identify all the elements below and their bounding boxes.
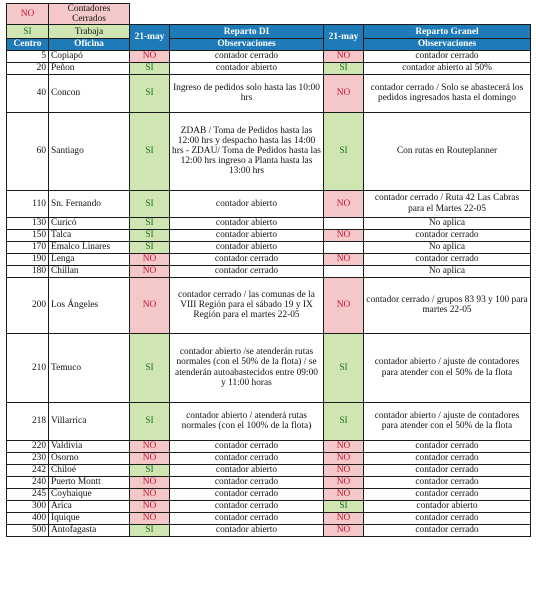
row-status-granel: NO bbox=[324, 229, 364, 241]
row-obs-di: contador cerrado bbox=[170, 476, 324, 488]
row-oficina: Arica bbox=[49, 500, 130, 512]
row-obs-granel: contador abierto / ajuste de contadores para atender con el 50% de la flota bbox=[364, 402, 531, 440]
row-status-granel: NO bbox=[324, 488, 364, 500]
row-centro: 218 bbox=[7, 402, 49, 440]
row-centro: 20 bbox=[7, 62, 49, 74]
row-oficina: Chillan bbox=[49, 265, 130, 277]
row-status-di: SI bbox=[130, 524, 170, 536]
row-status-di: SI bbox=[130, 333, 170, 402]
row-obs-granel: contador abierto al 50% bbox=[364, 62, 531, 74]
row-centro: 230 bbox=[7, 452, 49, 464]
row-status-granel: NO bbox=[324, 464, 364, 476]
row-centro: 130 bbox=[7, 217, 49, 229]
row-oficina: Osorno bbox=[49, 452, 130, 464]
row-status-granel: SI bbox=[324, 112, 364, 190]
header-centro: Centro bbox=[7, 39, 49, 50]
row-oficina: Villarrica bbox=[49, 402, 130, 440]
row-oficina: Sn. Fernando bbox=[49, 190, 130, 217]
table-row bbox=[7, 488, 531, 500]
row-status-di: NO bbox=[130, 277, 170, 333]
row-obs-di: contador abierto bbox=[170, 241, 324, 253]
row-oficina: Copiapó bbox=[49, 50, 130, 62]
row-centro: 40 bbox=[7, 74, 49, 112]
row-oficina: Curicó bbox=[49, 217, 130, 229]
table-row bbox=[7, 464, 531, 476]
legend-si-label: SI bbox=[7, 25, 49, 39]
table-row bbox=[7, 440, 531, 452]
row-status-granel: NO bbox=[324, 253, 364, 265]
row-centro: 180 bbox=[7, 265, 49, 277]
header-obs-di: Observaciones bbox=[170, 39, 324, 50]
row-obs-granel: contador cerrado bbox=[364, 50, 531, 62]
row-obs-di: contador cerrado bbox=[170, 512, 324, 524]
row-status-di: SI bbox=[130, 74, 170, 112]
row-status-di: NO bbox=[130, 488, 170, 500]
row-obs-granel: No aplica bbox=[364, 241, 531, 253]
row-obs-di: contador cerrado bbox=[170, 253, 324, 265]
table-row bbox=[7, 277, 531, 333]
row-status-granel: NO bbox=[324, 452, 364, 464]
row-obs-granel: contador cerrado bbox=[364, 440, 531, 452]
row-oficina: Talca bbox=[49, 229, 130, 241]
row-obs-di: contador cerrado bbox=[170, 265, 324, 277]
row-obs-granel: contador cerrado bbox=[364, 464, 531, 476]
row-obs-di: contador cerrado bbox=[170, 452, 324, 464]
row-status-granel: NO bbox=[324, 277, 364, 333]
row-oficina: Emalco Linares bbox=[49, 241, 130, 253]
row-centro: 245 bbox=[7, 488, 49, 500]
row-obs-granel: No aplica bbox=[364, 265, 531, 277]
table-row bbox=[7, 190, 531, 217]
row-centro: 220 bbox=[7, 440, 49, 452]
row-centro: 190 bbox=[7, 253, 49, 265]
header-reparto-granel: Reparto Granel bbox=[364, 25, 531, 39]
row-status-di: NO bbox=[130, 452, 170, 464]
table-row bbox=[7, 476, 531, 488]
row-centro: 200 bbox=[7, 277, 49, 333]
row-status-di: SI bbox=[130, 217, 170, 229]
row-status-granel: NO bbox=[324, 440, 364, 452]
row-centro: 240 bbox=[7, 476, 49, 488]
row-obs-di: contador abierto bbox=[170, 62, 324, 74]
row-oficina: Temuco bbox=[49, 333, 130, 402]
row-obs-granel: contador cerrado bbox=[364, 452, 531, 464]
legend-row-no bbox=[7, 4, 531, 25]
row-obs-granel: contador abierto / ajuste de contadores para atender con el 50% de la flota bbox=[364, 333, 531, 402]
row-status-granel bbox=[324, 265, 364, 277]
row-obs-granel: contador cerrado / grupos 83 93 y 100 para martes 22-05 bbox=[364, 277, 531, 333]
row-status-di: SI bbox=[130, 112, 170, 190]
table-row bbox=[7, 402, 531, 440]
row-status-granel: NO bbox=[324, 512, 364, 524]
row-obs-di: contador abierto bbox=[170, 217, 324, 229]
status-table bbox=[6, 3, 531, 537]
header-row-1 bbox=[7, 25, 531, 39]
table-row bbox=[7, 74, 531, 112]
table-row bbox=[7, 452, 531, 464]
row-obs-di: contador abierto /se atenderán rutas normales (con el 50% de la flota) / se atenderán autoabastecidos entre 09:00 y 11:00 horas bbox=[170, 333, 324, 402]
table-row bbox=[7, 333, 531, 402]
row-obs-granel: contador cerrado bbox=[364, 488, 531, 500]
row-oficina: Los Ángeles bbox=[49, 277, 130, 333]
table-body bbox=[7, 50, 531, 536]
legend-no-label: NO bbox=[7, 4, 49, 25]
row-centro: 60 bbox=[7, 112, 49, 190]
table-row bbox=[7, 253, 531, 265]
row-centro: 400 bbox=[7, 512, 49, 524]
row-oficina: Chiloé bbox=[49, 464, 130, 476]
table-row bbox=[7, 50, 531, 62]
row-oficina: Lenga bbox=[49, 253, 130, 265]
row-obs-granel: contador cerrado / Ruta 42 Las Cabras para el Martes 22-05 bbox=[364, 190, 531, 217]
row-obs-granel: contador cerrado bbox=[364, 524, 531, 536]
row-status-granel: SI bbox=[324, 500, 364, 512]
row-obs-di: contador abierto bbox=[170, 190, 324, 217]
row-obs-granel: contador cerrado bbox=[364, 512, 531, 524]
table-row bbox=[7, 524, 531, 536]
row-status-di: SI bbox=[130, 402, 170, 440]
row-status-granel: SI bbox=[324, 333, 364, 402]
table-row bbox=[7, 229, 531, 241]
row-obs-di: ZDAB / Toma de Pedidos hasta las 12:00 hrs y despacho hasta las 14:00 hrs - ZDAU/ Toma de Pedidos hasta las 12:00 hrs ingreso a Planta hasta las 13:00 hrs bbox=[170, 112, 324, 190]
row-status-di: NO bbox=[130, 440, 170, 452]
row-obs-granel: contador abierto bbox=[364, 500, 531, 512]
header-date-granel: 21-may bbox=[324, 25, 364, 50]
row-status-di: NO bbox=[130, 476, 170, 488]
row-status-di: SI bbox=[130, 62, 170, 74]
row-status-granel bbox=[324, 217, 364, 229]
row-status-di: SI bbox=[130, 464, 170, 476]
row-obs-di: contador abierto bbox=[170, 524, 324, 536]
row-obs-di: contador cerrado bbox=[170, 440, 324, 452]
row-status-granel bbox=[324, 241, 364, 253]
row-obs-granel: Con rutas en Routeplanner bbox=[364, 112, 531, 190]
row-status-granel: NO bbox=[324, 74, 364, 112]
row-obs-granel: contador cerrado bbox=[364, 476, 531, 488]
row-centro: 5 bbox=[7, 50, 49, 62]
table-row bbox=[7, 500, 531, 512]
row-status-di: NO bbox=[130, 265, 170, 277]
row-obs-granel: No aplica bbox=[364, 217, 531, 229]
header-row-2 bbox=[7, 39, 531, 50]
row-obs-di: contador cerrado / las comunas de la VIII Región para el sábado 19 y IX Región para el martes 22-05 bbox=[170, 277, 324, 333]
row-obs-granel: contador cerrado / Solo se abastecerá los pedidos ingresados hasta el domingo bbox=[364, 74, 531, 112]
row-status-di: NO bbox=[130, 50, 170, 62]
header-reparto-di: Reparto DI bbox=[170, 25, 324, 39]
row-status-di: SI bbox=[130, 229, 170, 241]
row-centro: 150 bbox=[7, 229, 49, 241]
row-obs-granel: contador cerrado bbox=[364, 253, 531, 265]
row-obs-di: contador abierto bbox=[170, 464, 324, 476]
row-status-di: NO bbox=[130, 500, 170, 512]
row-obs-di: contador abierto bbox=[170, 229, 324, 241]
row-oficina: Antofagasta bbox=[49, 524, 130, 536]
row-obs-di: contador cerrado bbox=[170, 488, 324, 500]
header-obs-granel: Observaciones bbox=[364, 39, 531, 50]
row-oficina: Santiago bbox=[49, 112, 130, 190]
row-obs-granel: contador cerrado bbox=[364, 229, 531, 241]
row-obs-di: contador cerrado bbox=[170, 500, 324, 512]
row-status-granel: NO bbox=[324, 524, 364, 536]
row-oficina: Concon bbox=[49, 74, 130, 112]
row-oficina: Puerto Montt bbox=[49, 476, 130, 488]
row-status-granel: NO bbox=[324, 50, 364, 62]
row-status-di: SI bbox=[130, 241, 170, 253]
row-obs-di: contador cerrado bbox=[170, 50, 324, 62]
row-centro: 300 bbox=[7, 500, 49, 512]
row-centro: 210 bbox=[7, 333, 49, 402]
table-row bbox=[7, 512, 531, 524]
row-status-di: NO bbox=[130, 512, 170, 524]
row-centro: 110 bbox=[7, 190, 49, 217]
legend-no-text: Contadores Cerrados bbox=[49, 4, 130, 25]
row-centro: 500 bbox=[7, 524, 49, 536]
row-oficina: Iquique bbox=[49, 512, 130, 524]
row-centro: 242 bbox=[7, 464, 49, 476]
row-status-granel: NO bbox=[324, 476, 364, 488]
row-status-di: NO bbox=[130, 253, 170, 265]
row-status-di: SI bbox=[130, 190, 170, 217]
table-row bbox=[7, 62, 531, 74]
legend-si-text: Trabaja bbox=[49, 25, 130, 39]
header-oficina: Oficina bbox=[49, 39, 130, 50]
row-oficina: Valdivia bbox=[49, 440, 130, 452]
row-centro: 170 bbox=[7, 241, 49, 253]
row-oficina: Coyhaique bbox=[49, 488, 130, 500]
table-row bbox=[7, 265, 531, 277]
row-status-granel: SI bbox=[324, 62, 364, 74]
row-status-granel: SI bbox=[324, 402, 364, 440]
row-status-granel: NO bbox=[324, 190, 364, 217]
table-row bbox=[7, 112, 531, 190]
header-date-di: 21-may bbox=[130, 25, 170, 50]
row-oficina: Peñon bbox=[49, 62, 130, 74]
table-row bbox=[7, 241, 531, 253]
table-row bbox=[7, 217, 531, 229]
row-obs-di: contador abierto / atenderá rutas normales (con el 100% de la flota) bbox=[170, 402, 324, 440]
row-obs-di: Ingreso de pedidos solo hasta las 10:00 hrs bbox=[170, 74, 324, 112]
